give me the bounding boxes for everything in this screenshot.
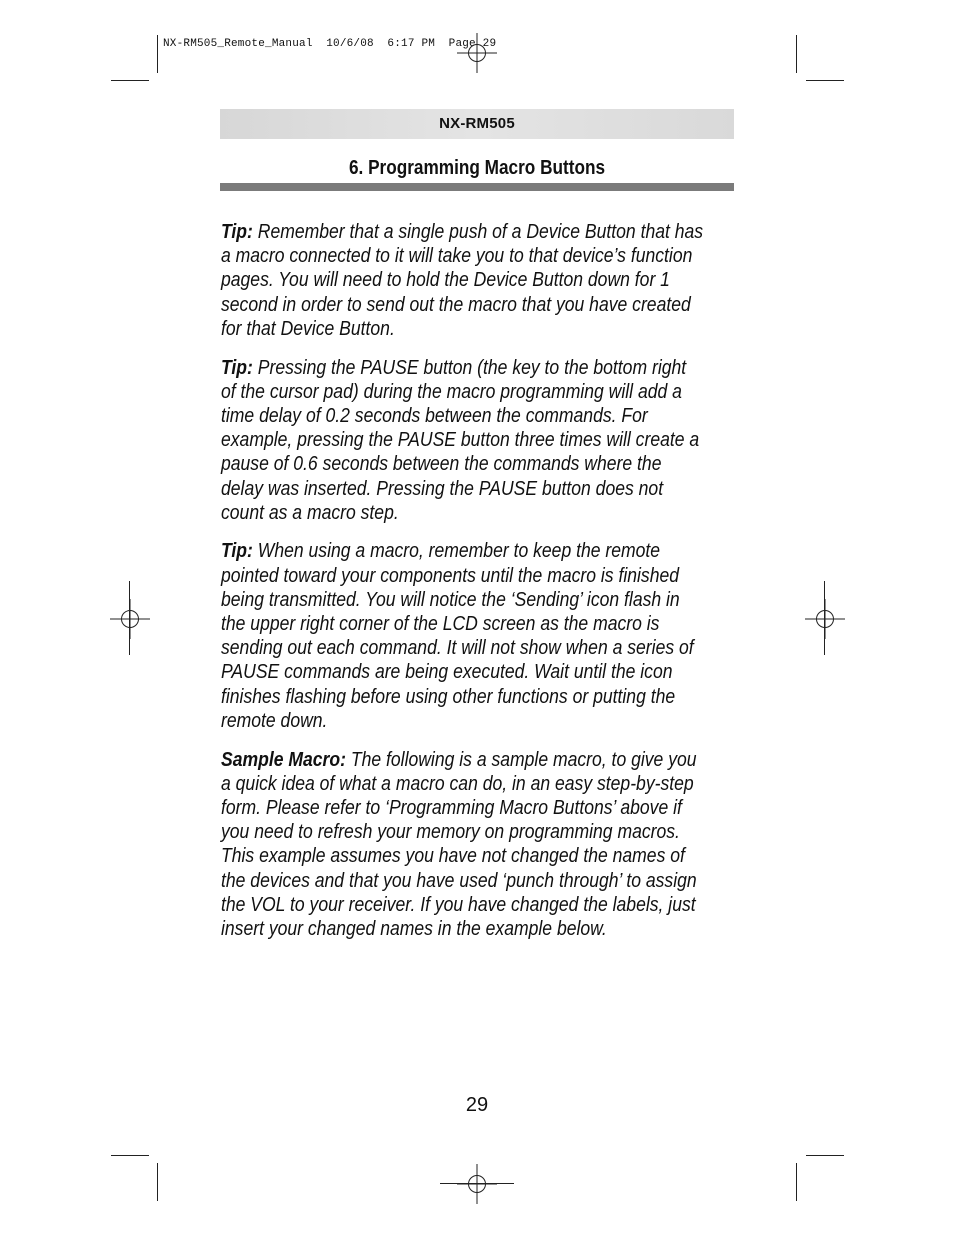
tip-paragraph-using-macro bbox=[221, 539, 735, 733]
crop-mark-top-right-vertical bbox=[796, 35, 797, 73]
paragraph-line: the VOL to your receiver. If you have changed the labels, just bbox=[221, 892, 696, 916]
crop-mark-bottom-right-vertical bbox=[796, 1163, 797, 1201]
paragraph-line: count as a macro step. bbox=[221, 500, 399, 524]
registration-mark-top-icon bbox=[457, 33, 497, 73]
body-content bbox=[221, 220, 735, 956]
paragraph-line: finishes flashing before using other functions or putting the bbox=[221, 684, 676, 708]
crop-mark-bottom-right-horizontal bbox=[806, 1155, 844, 1156]
paragraph-line: This example assumes you have not changed the names of bbox=[221, 844, 685, 868]
crop-mark-top-left-horizontal bbox=[111, 80, 149, 81]
registration-mark-bottom-icon bbox=[457, 1164, 497, 1204]
paragraph-line: example, pressing the PAUSE button three times will create a bbox=[221, 428, 700, 452]
paragraph-line: for that Device Button. bbox=[221, 316, 395, 340]
paragraph-line: Sample Macro: The following is a sample macro, to give you bbox=[221, 747, 697, 771]
tip-paragraph-pause-button bbox=[221, 356, 735, 525]
paragraph-line: of the cursor pad) during the macro programming will add a bbox=[221, 379, 682, 403]
print-slug-line: NX-RM505_Remote_Manual 10/6/08 6:17 PM Page 29 bbox=[163, 38, 497, 50]
paragraph-line: form. Please refer to ‘Programming Macro Buttons’ above if bbox=[221, 795, 682, 819]
paragraph-line: pages. You will need to hold the Device Button down for 1 bbox=[221, 268, 670, 292]
registration-mark-bottom-extension bbox=[440, 1183, 514, 1184]
registration-mark-left-icon bbox=[110, 599, 150, 639]
model-header-band bbox=[220, 109, 734, 139]
paragraph-line: being transmitted. You will notice the ‘Sending’ icon flash in bbox=[221, 587, 680, 611]
paragraph-line: PAUSE commands are being executed. Wait until the icon bbox=[221, 660, 673, 684]
registration-mark-right-icon bbox=[805, 599, 845, 639]
crop-mark-bottom-left-vertical bbox=[157, 1163, 158, 1201]
tip-paragraph-pushing-device-button bbox=[221, 220, 735, 341]
registration-mark-left-extension bbox=[129, 581, 130, 655]
crop-mark-top-right-horizontal bbox=[806, 80, 844, 81]
paragraph-line: Tip: When using a macro, remember to keep the remote bbox=[221, 539, 661, 563]
section-title-rule bbox=[220, 183, 734, 191]
model-name: NX-RM505 bbox=[439, 115, 515, 132]
crop-mark-bottom-left-horizontal bbox=[111, 1155, 149, 1156]
registration-mark-right-extension bbox=[824, 581, 825, 655]
paragraph-line: second in order to send out the macro that you have created bbox=[221, 292, 691, 316]
paragraph-line: pointed toward your components until the macro is finished bbox=[221, 563, 680, 587]
paragraph-line: Tip: Remember that a single push of a Device Button that has bbox=[221, 220, 704, 243]
paragraph-line: Tip: Pressing the PAUSE button (the key to the bottom right bbox=[221, 355, 687, 379]
paragraph-line: delay was inserted. Pressing the PAUSE button does not bbox=[221, 476, 664, 500]
paragraph-line: a quick idea of what a macro can do, in an easy step-by-step bbox=[221, 771, 694, 795]
paragraph-lead: Tip: bbox=[221, 355, 253, 379]
page-number: 29 bbox=[465, 1094, 489, 1116]
paragraph-line: you need to refresh your memory on programming macros. bbox=[221, 820, 680, 844]
paragraph-lead: Tip: bbox=[221, 539, 253, 563]
paragraph-line: the devices and that you have used ‘punch through’ to assign bbox=[221, 868, 697, 892]
paragraph-line: remote down. bbox=[221, 708, 328, 732]
paragraph-line: sending out each command. It will not show when a series of bbox=[221, 636, 694, 660]
paragraph-line: the upper right corner of the LCD screen as the macro is bbox=[221, 612, 660, 636]
paragraph-line: a macro connected to it will take you to that device’s function bbox=[221, 244, 693, 268]
paragraph-lead: Tip: bbox=[221, 220, 253, 243]
crop-mark-top-left-vertical bbox=[157, 35, 158, 73]
paragraph-line: pause of 0.6 seconds between the commands where the bbox=[221, 452, 662, 476]
section-title: 6. Programming Macro Buttons bbox=[348, 157, 606, 179]
paragraph-lead: Sample Macro: bbox=[221, 747, 346, 771]
paragraph-line: time delay of 0.2 seconds between the commands. For bbox=[221, 403, 648, 427]
sample-macro-paragraph bbox=[221, 748, 735, 942]
paragraph-line: insert your changed names in the example below. bbox=[221, 916, 607, 940]
